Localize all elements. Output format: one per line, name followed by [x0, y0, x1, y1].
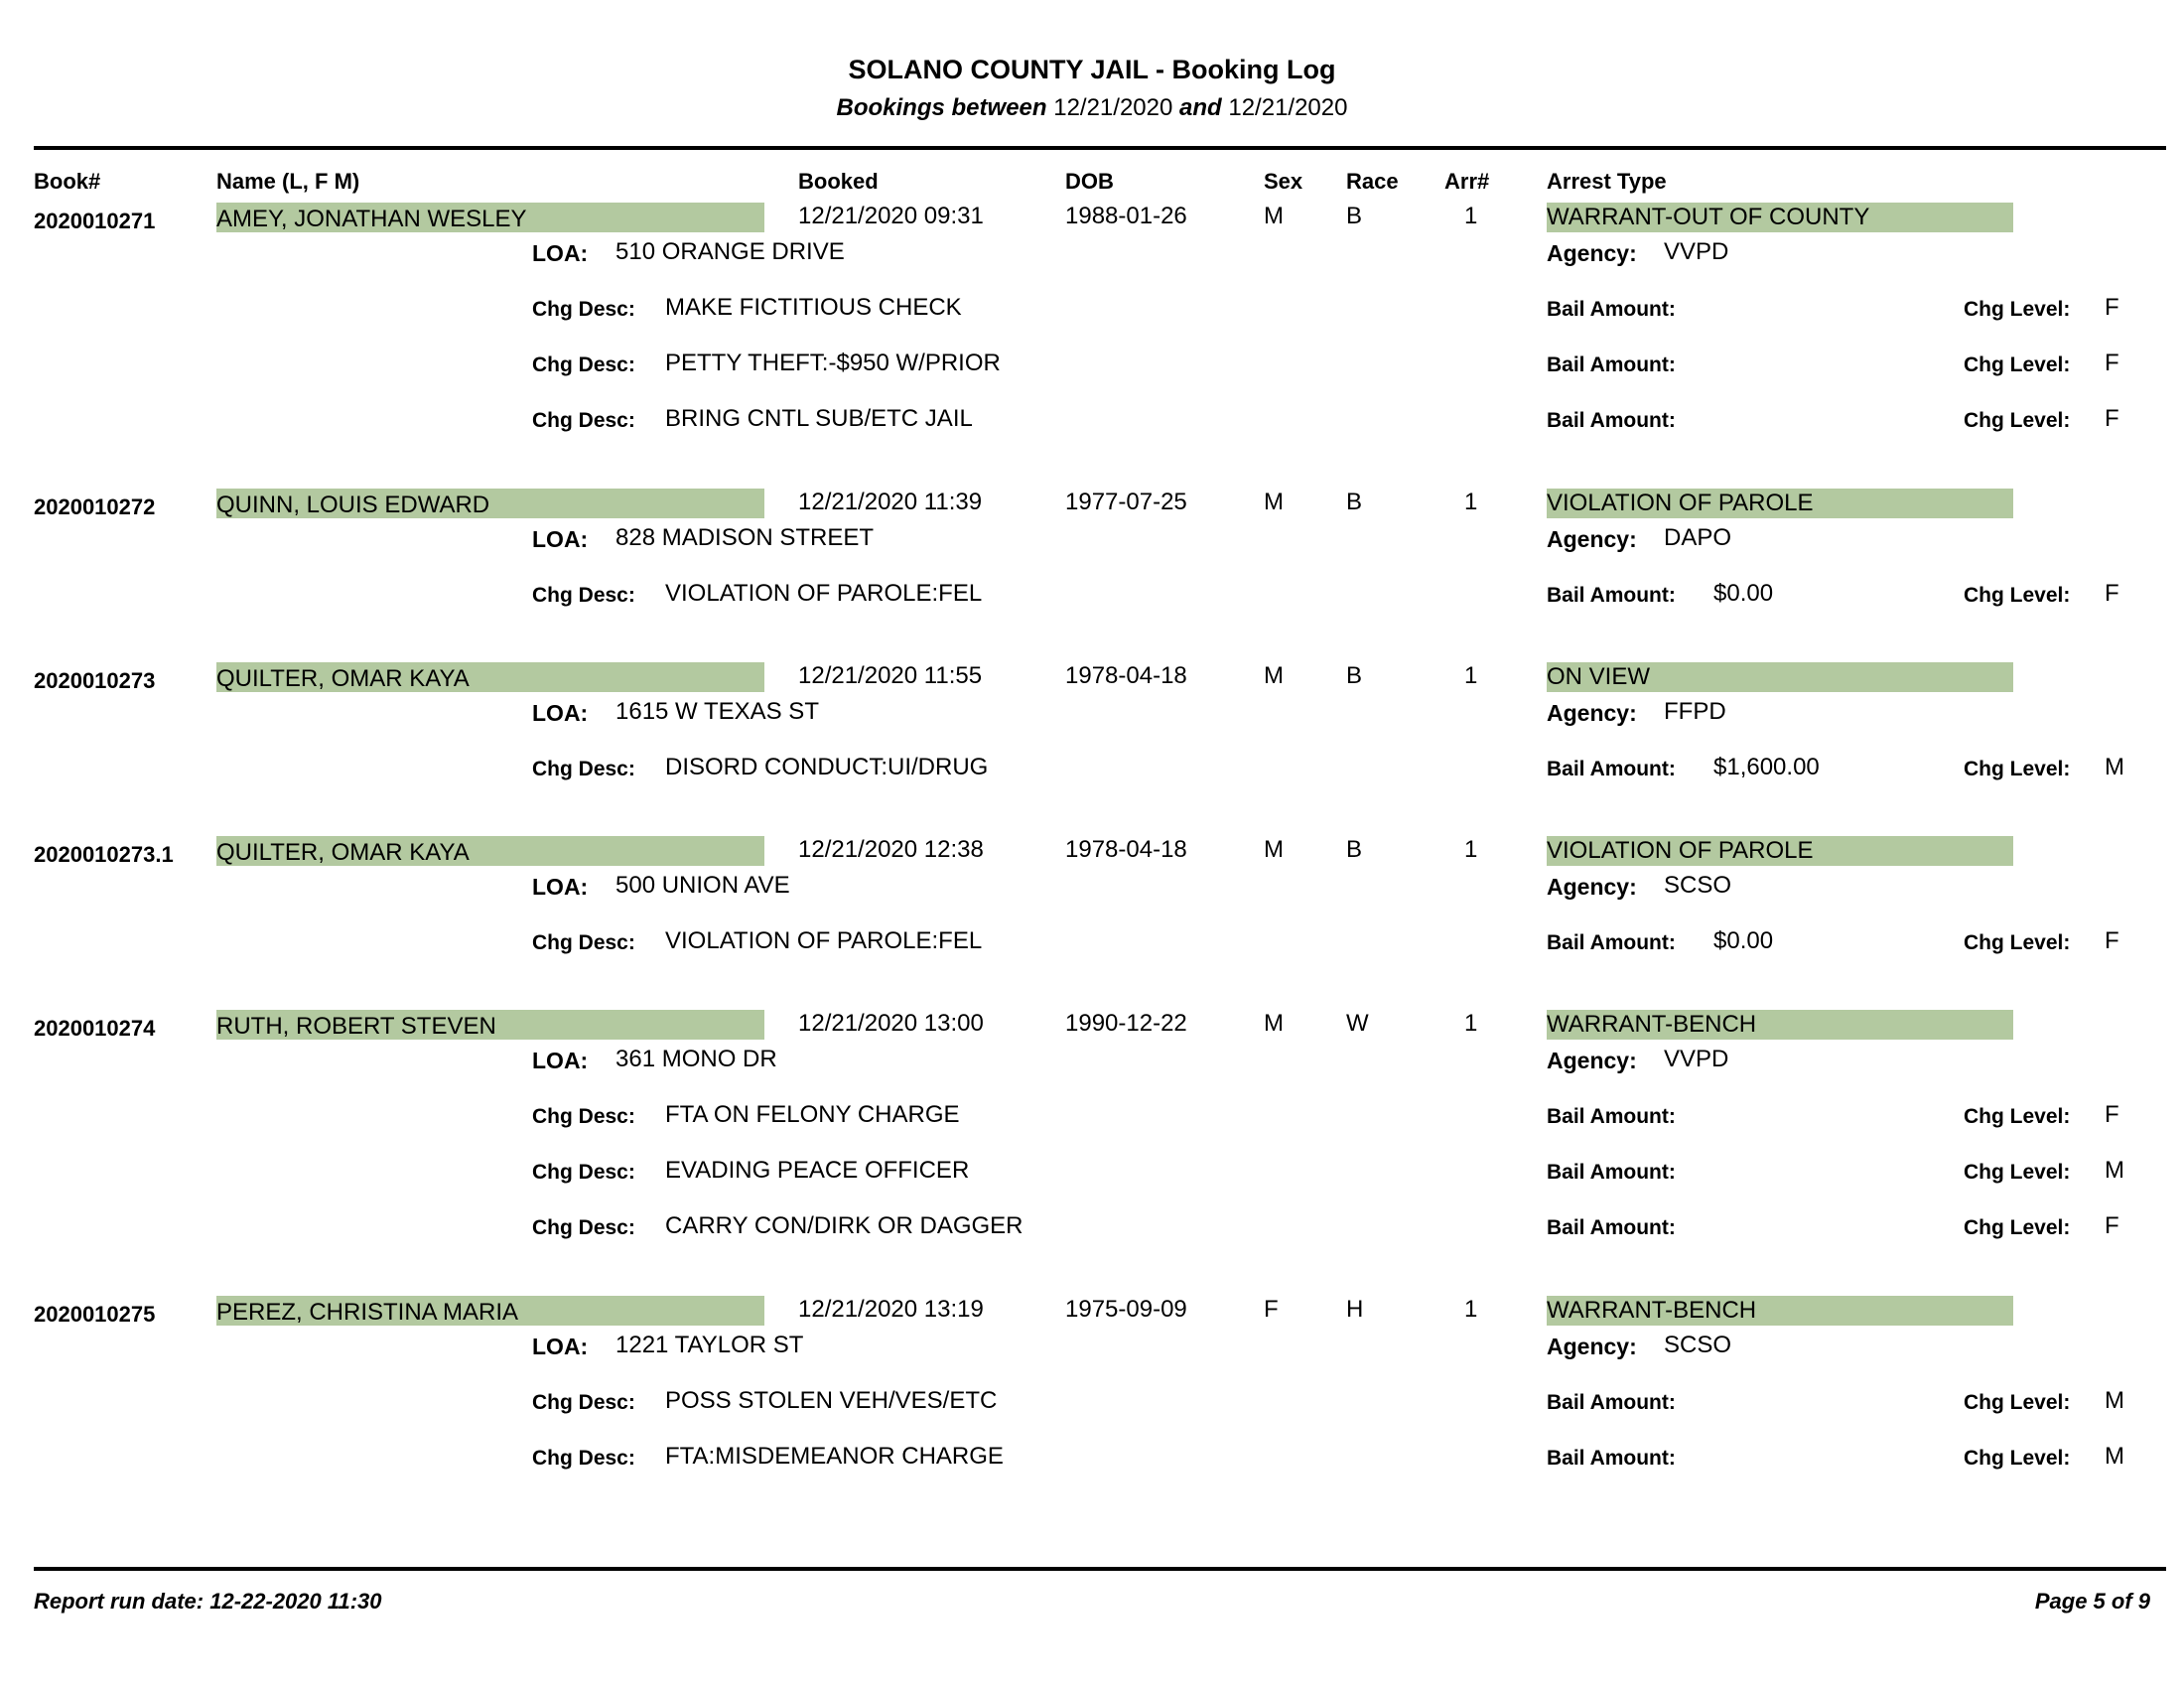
col-head-book: Book#	[34, 169, 101, 194]
arrest-type: VIOLATION OF PAROLE	[1547, 489, 2013, 518]
loa-address: 500 UNION AVE	[615, 872, 790, 899]
booked-datetime: 12/21/2020 13:00	[798, 1010, 984, 1037]
agency-name: FFPD	[1664, 698, 1726, 725]
race: B	[1346, 662, 1363, 689]
charge-description: PETTY THEFT:-$950 W/PRIOR	[665, 350, 1001, 376]
booking-number: 2020010272	[34, 494, 156, 519]
agency-name: SCSO	[1664, 1332, 1732, 1358]
report-title: SOLANO COUNTY JAIL - Booking Log	[848, 55, 1336, 84]
chg-level-label: Chg Level:	[1964, 353, 2071, 376]
chg-level-label: Chg Level:	[1964, 1161, 2071, 1184]
date-of-birth: 1990-12-22	[1065, 1010, 1187, 1037]
booked-datetime: 12/21/2020 12:38	[798, 836, 984, 863]
arrest-number: 1	[1464, 836, 1478, 863]
booking-number: 2020010275	[34, 1302, 156, 1327]
sex: M	[1264, 1010, 1284, 1037]
chg-desc-label: Chg Desc:	[532, 353, 635, 376]
arrest-number: 1	[1464, 1296, 1478, 1323]
bail-amount-label: Bail Amount:	[1547, 1391, 1676, 1414]
booking-number: 2020010273	[34, 668, 156, 693]
col-head-arr: Arr#	[1444, 169, 1490, 194]
race: B	[1346, 489, 1363, 515]
date-of-birth: 1978-04-18	[1065, 662, 1187, 689]
charge-description: VIOLATION OF PAROLE:FEL	[665, 580, 983, 607]
agency-label: Agency:	[1547, 700, 1637, 726]
col-head-booked: Booked	[798, 169, 879, 194]
chg-desc-label: Chg Desc:	[532, 931, 635, 954]
inmate-name: AMEY, JONATHAN WESLEY	[216, 203, 764, 232]
date-of-birth: 1978-04-18	[1065, 836, 1187, 863]
loa-label: LOA:	[532, 1048, 589, 1073]
charge-level: M	[2105, 1443, 2124, 1470]
loa-address: 1615 W TEXAS ST	[615, 698, 819, 725]
bail-amount-label: Bail Amount:	[1547, 353, 1676, 376]
arrest-type: WARRANT-BENCH	[1547, 1296, 2013, 1326]
sex: M	[1264, 836, 1284, 863]
inmate-name: PEREZ, CHRISTINA MARIA	[216, 1296, 764, 1326]
agency-label: Agency:	[1547, 1334, 1637, 1359]
arrest-type: WARRANT-OUT OF COUNTY	[1547, 203, 2013, 232]
sex: F	[1264, 1296, 1279, 1323]
subtitle-prefix: Bookings between	[836, 94, 1047, 121]
inmate-name: QUILTER, OMAR KAYA	[216, 662, 764, 692]
agency-label: Agency:	[1547, 1048, 1637, 1073]
arrest-type: ON VIEW	[1547, 662, 2013, 692]
chg-level-label: Chg Level:	[1964, 931, 2071, 954]
chg-level-label: Chg Level:	[1964, 1216, 2071, 1239]
end-date: 12/21/2020	[1228, 94, 1348, 121]
charge-description: FTA ON FELONY CHARGE	[665, 1101, 960, 1128]
chg-desc-label: Chg Desc:	[532, 1161, 635, 1184]
booking-number: 2020010274	[34, 1016, 156, 1041]
bail-amount-label: Bail Amount:	[1547, 1216, 1676, 1239]
chg-level-label: Chg Level:	[1964, 409, 2071, 432]
booked-datetime: 12/21/2020 11:55	[798, 662, 983, 689]
charge-description: BRING CNTL SUB/ETC JAIL	[665, 405, 973, 432]
bail-amount-label: Bail Amount:	[1547, 584, 1676, 607]
chg-level-label: Chg Level:	[1964, 1105, 2071, 1128]
bail-amount-label: Bail Amount:	[1547, 931, 1676, 954]
arrest-type: WARRANT-BENCH	[1547, 1010, 2013, 1040]
charge-level: F	[2105, 350, 2119, 376]
bail-amount-label: Bail Amount:	[1547, 1447, 1676, 1470]
charge-description: FTA:MISDEMEANOR CHARGE	[665, 1443, 1004, 1470]
loa-address: 510 ORANGE DRIVE	[615, 238, 845, 265]
chg-level-label: Chg Level:	[1964, 1447, 2071, 1470]
chg-desc-label: Chg Desc:	[532, 1447, 635, 1470]
charge-description: DISORD CONDUCT:UI/DRUG	[665, 754, 989, 780]
sex: M	[1264, 662, 1284, 689]
arrest-type: VIOLATION OF PAROLE	[1547, 836, 2013, 866]
booked-datetime: 12/21/2020 13:19	[798, 1296, 984, 1323]
charge-level: M	[2105, 1157, 2124, 1184]
bail-amount-label: Bail Amount:	[1547, 1105, 1676, 1128]
race: W	[1346, 1010, 1369, 1037]
agency-label: Agency:	[1547, 874, 1637, 900]
loa-label: LOA:	[532, 874, 589, 900]
chg-desc-label: Chg Desc:	[532, 1391, 635, 1414]
loa-address: 1221 TAYLOR ST	[615, 1332, 804, 1358]
charge-description: VIOLATION OF PAROLE:FEL	[665, 927, 983, 954]
chg-level-label: Chg Level:	[1964, 584, 2071, 607]
footer-rule	[34, 1567, 2166, 1571]
chg-desc-label: Chg Desc:	[532, 298, 635, 321]
agency-name: SCSO	[1664, 872, 1732, 899]
race: H	[1346, 1296, 1364, 1323]
agency-name: DAPO	[1664, 524, 1732, 551]
charge-description: EVADING PEACE OFFICER	[665, 1157, 970, 1184]
inmate-name: QUINN, LOUIS EDWARD	[216, 489, 764, 518]
arrest-number: 1	[1464, 1010, 1478, 1037]
bail-amount: $0.00	[1713, 927, 1774, 954]
col-head-dob: DOB	[1065, 169, 1114, 194]
chg-level-label: Chg Level:	[1964, 758, 2071, 780]
agency-label: Agency:	[1547, 526, 1637, 552]
booking-number: 2020010273.1	[34, 842, 174, 867]
charge-description: MAKE FICTITIOUS CHECK	[665, 294, 962, 321]
charge-level: M	[2105, 754, 2124, 780]
chg-desc-label: Chg Desc:	[532, 1216, 635, 1239]
loa-address: 361 MONO DR	[615, 1046, 777, 1072]
chg-desc-label: Chg Desc:	[532, 584, 635, 607]
booking-number: 2020010271	[34, 209, 156, 233]
report-subtitle	[0, 94, 2184, 122]
loa-label: LOA:	[532, 1334, 589, 1359]
bail-amount: $1,600.00	[1713, 754, 1820, 780]
agency-name: VVPD	[1664, 1046, 1729, 1072]
chg-level-label: Chg Level:	[1964, 298, 2071, 321]
charge-level: F	[2105, 1101, 2119, 1128]
charge-level: F	[2105, 294, 2119, 321]
loa-address: 828 MADISON STREET	[615, 524, 875, 551]
chg-desc-label: Chg Desc:	[532, 758, 635, 780]
bail-amount-label: Bail Amount:	[1547, 1161, 1676, 1184]
arrest-number: 1	[1464, 203, 1478, 229]
inmate-name: RUTH, ROBERT STEVEN	[216, 1010, 764, 1040]
subtitle-and: and	[1179, 94, 1222, 121]
charge-level: F	[2105, 927, 2119, 954]
bail-amount-label: Bail Amount:	[1547, 758, 1676, 780]
start-date: 12/21/2020	[1053, 94, 1173, 121]
booked-datetime: 12/21/2020 09:31	[798, 203, 984, 229]
col-head-name: Name (L, F M)	[216, 169, 360, 194]
arrest-number: 1	[1464, 489, 1478, 515]
charge-level: F	[2105, 405, 2119, 432]
bail-amount: $0.00	[1713, 580, 1774, 607]
bail-amount-label: Bail Amount:	[1547, 298, 1676, 321]
charge-description: CARRY CON/DIRK OR DAGGER	[665, 1212, 1024, 1239]
sex: M	[1264, 203, 1284, 229]
loa-label: LOA:	[532, 526, 589, 552]
charge-level: F	[2105, 1212, 2119, 1239]
col-head-race: Race	[1346, 169, 1399, 194]
date-of-birth: 1977-07-25	[1065, 489, 1187, 515]
chg-desc-label: Chg Desc:	[532, 409, 635, 432]
chg-level-label: Chg Level:	[1964, 1391, 2071, 1414]
loa-label: LOA:	[532, 700, 589, 726]
col-head-sex: Sex	[1264, 169, 1303, 194]
booked-datetime: 12/21/2020 11:39	[798, 489, 983, 515]
charge-description: POSS STOLEN VEH/VES/ETC	[665, 1387, 998, 1414]
col-head-arrest-type: Arrest Type	[1547, 169, 1667, 194]
header-rule	[34, 146, 2166, 150]
race: B	[1346, 203, 1363, 229]
report-run-date: Report run date: 12-22-2020 11:30	[34, 1589, 382, 1614]
date-of-birth: 1975-09-09	[1065, 1296, 1187, 1323]
bail-amount-label: Bail Amount:	[1547, 409, 1676, 432]
charge-level: M	[2105, 1387, 2124, 1414]
race: B	[1346, 836, 1363, 863]
date-of-birth: 1988-01-26	[1065, 203, 1187, 229]
page-number: Page 5 of 9	[2034, 1589, 2150, 1614]
inmate-name: QUILTER, OMAR KAYA	[216, 836, 764, 866]
loa-label: LOA:	[532, 240, 589, 266]
chg-desc-label: Chg Desc:	[532, 1105, 635, 1128]
charge-level: F	[2105, 580, 2119, 607]
sex: M	[1264, 489, 1284, 515]
arrest-number: 1	[1464, 662, 1478, 689]
agency-name: VVPD	[1664, 238, 1729, 265]
agency-label: Agency:	[1547, 240, 1637, 266]
